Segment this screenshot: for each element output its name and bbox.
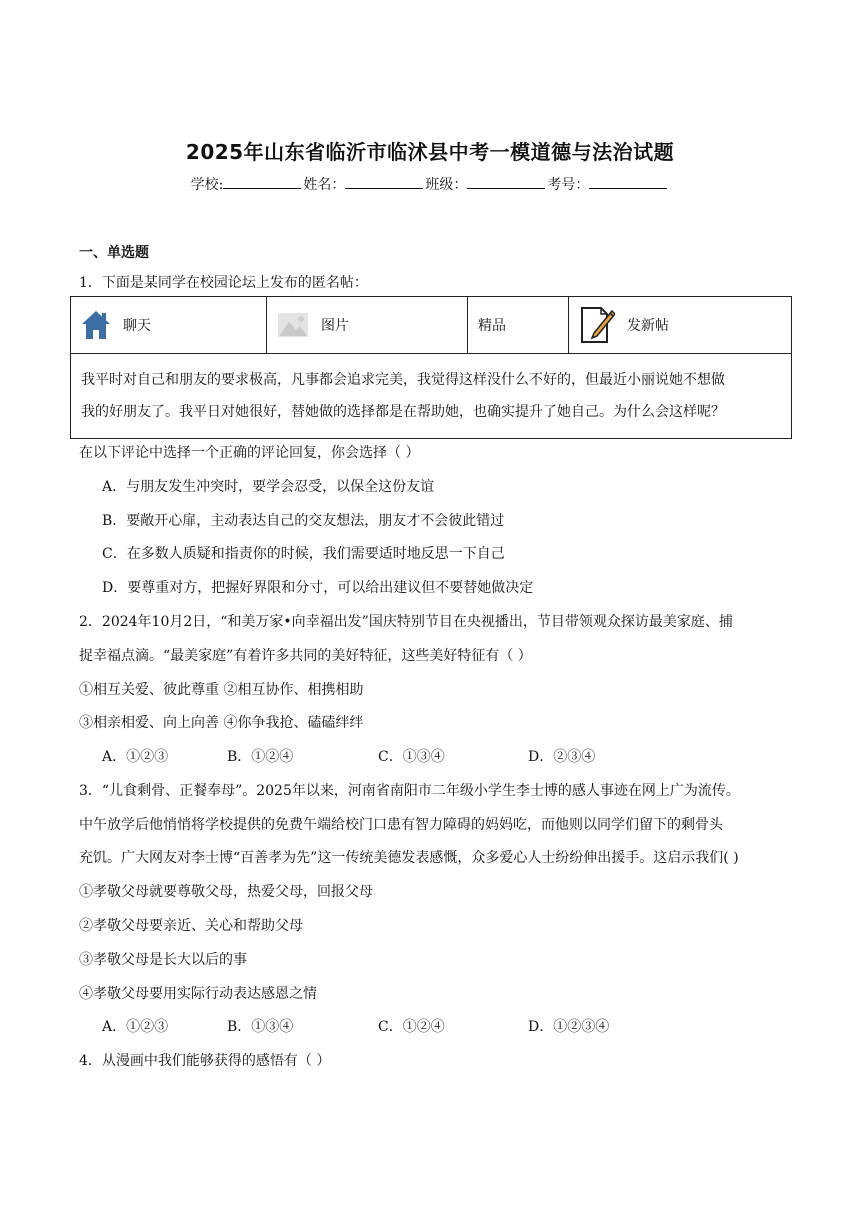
q1-option-c[interactable]: C．在多数人质疑和指责你的时候，我们需要适时地反思一下自己: [102, 546, 505, 562]
forum-post-table: [70, 296, 792, 439]
forum-tab-label: 精品: [478, 318, 506, 334]
exam-no-blank[interactable]: [589, 176, 667, 189]
name-blank[interactable]: [345, 176, 423, 189]
forum-tab-chat: [71, 297, 267, 354]
q3-item-1: ①孝敬父母就要尊敬父母，热爱父母，回报父母: [79, 884, 373, 900]
q3-option-a[interactable]: A．①②③: [102, 1019, 169, 1035]
page-title: 2025年山东省临沂市临沭县中考一模道德与法治试题: [185, 140, 675, 164]
q3-option-b[interactable]: B．①③④: [227, 1019, 294, 1035]
q2-option-c[interactable]: C．①③④: [378, 749, 445, 765]
q1-option-b[interactable]: B．要敞开心扉，主动表达自己的交友想法，朋友才不会彼此错过: [102, 513, 505, 529]
class-label: 班级：: [425, 177, 468, 193]
q3-stem-line-3: 充饥。广大网友对李士博“百善孝为先”这一传统美德发表感慨，众多爱心人士纷纷伸出援手。这启示我们( ): [79, 850, 739, 866]
q2-option-d[interactable]: D．②③④: [528, 749, 596, 765]
school-blank[interactable]: [223, 176, 301, 189]
name-label: 姓名：: [303, 177, 346, 193]
q1-option-a[interactable]: A．与朋友发生冲突时，要学会忍受，以保全这份友谊: [102, 479, 435, 495]
forum-tab-featured: [468, 297, 569, 354]
q1-stem: 1．下面是某同学在校园论坛上发布的匿名帖：: [79, 275, 368, 291]
q3-item-2: ②孝敬父母要亲近、关心和帮助父母: [79, 918, 303, 934]
q2-items-line-2: ③相亲相爱、向上向善 ④你争我抢、磕磕绊绊: [79, 715, 364, 731]
q3-item-3: ③孝敬父母是长大以后的事: [79, 952, 247, 968]
q1-prompt: 在以下评论中选择一个正确的评论回复，你会选择（ ）: [79, 445, 420, 461]
q3-option-d[interactable]: D．①②③④: [528, 1019, 610, 1035]
q3-item-4: ④孝敬父母要用实际行动表达感恩之情: [79, 986, 317, 1002]
forum-tab-images: [267, 297, 468, 354]
q3-stem-line-1: 3．“儿食剩骨、正餐奉母”。2025年以来，河南省南阳市二年级小学生李士博的感人事迹在网上广为流传。: [79, 783, 740, 799]
forum-post-body: [71, 354, 792, 439]
school-label: 学校:: [190, 177, 224, 193]
class-blank[interactable]: [467, 176, 545, 189]
q1-option-d[interactable]: D．要尊重对方，把握好界限和分寸，可以给出建议但不要替她做决定: [102, 580, 534, 596]
q2-stem-line-2: 捉幸福点滴。“最美家庭”有着许多共同的美好特征，这些美好特征有（ ）: [79, 648, 532, 664]
post-line-1: 我平时对自己和朋友的要求极高，凡事都会追求完美，我觉得这样没什么不好的，但最近小丽说她不想做: [81, 372, 725, 388]
q4-stem: 4．从漫画中我们能够获得的感悟有（ ）: [79, 1053, 331, 1069]
forum-tab-new-post: [569, 297, 792, 354]
image-icon: [277, 312, 309, 338]
post-line-2: 我的好朋友了。我平日对她很好，替她做的选择都是在帮助她，也确实提升了她自己。为什么会这样呢？: [81, 404, 725, 420]
forum-tab-label: 聊天: [123, 318, 151, 334]
q2-option-a[interactable]: A．①②③: [102, 749, 169, 765]
pencil-paper-icon: [579, 305, 615, 345]
q3-stem-line-2: 中午放学后他悄悄将学校提供的免费午端给校门口患有智力障碍的妈妈吃，而他则以同学们留下的剩骨头: [79, 817, 723, 833]
q2-stem-line-1: 2．2024年10月2日，“和美万家•向幸福出发”国庆特别节目在央视播出，节目带领观众探访最美家庭、捕: [79, 614, 733, 630]
forum-tab-label: 图片: [321, 318, 349, 334]
q2-option-b[interactable]: B．①②④: [227, 749, 294, 765]
section-heading: 一、单选题: [79, 245, 149, 261]
home-icon: [81, 309, 111, 341]
q2-items-line-1: ①相互关爱、彼此尊重 ②相互协作、相携相助: [79, 682, 364, 698]
student-info-line: [0, 174, 860, 194]
forum-tab-label: 发新帖: [627, 318, 669, 334]
exam-no-label: 考号：: [547, 177, 590, 193]
q3-option-c[interactable]: C．①②④: [378, 1019, 445, 1035]
